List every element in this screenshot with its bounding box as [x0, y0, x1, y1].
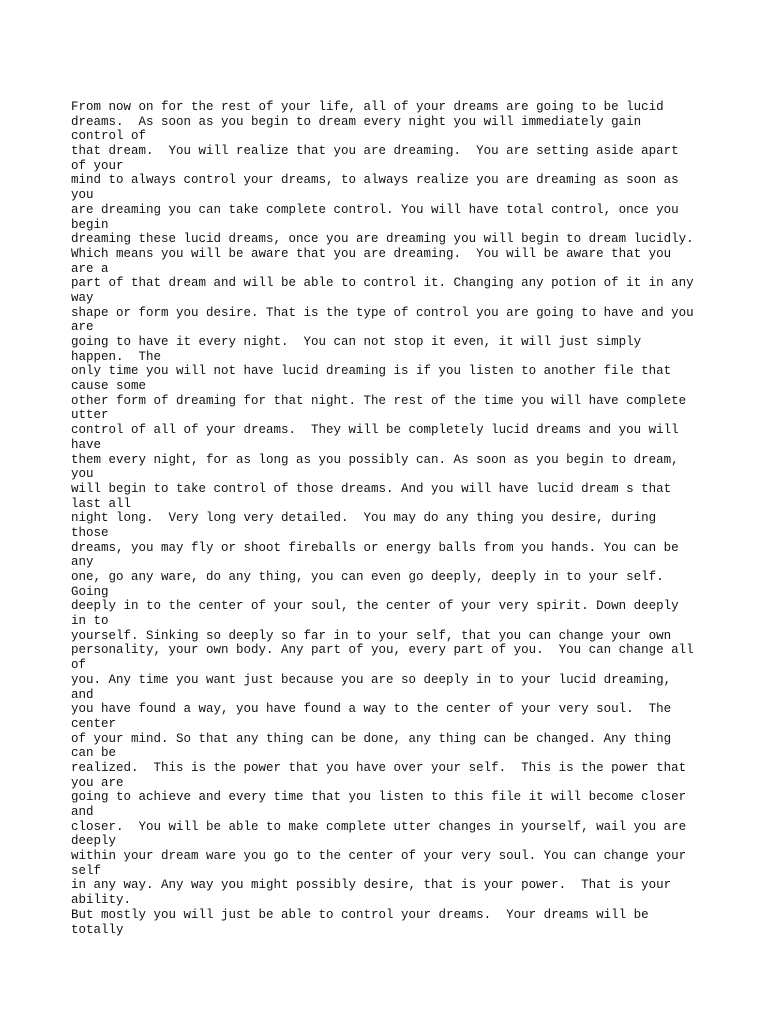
text-line: of your [71, 158, 124, 173]
text-line: night long. Very long very detailed. You may do any thing you desire, during [71, 511, 657, 526]
text-line: control of [71, 129, 147, 144]
text-line: one, go any ware, do any thing, you can even go deeply, deeply in to your self. [71, 570, 664, 584]
text-line: self [71, 863, 102, 878]
text-line: have [71, 437, 102, 452]
text-line: control of all of your dreams. They will be completely lucid dreams and you will [71, 423, 679, 438]
text-line: deeply in to the center of your soul, the center of your very spirit. Down deeply [71, 599, 679, 614]
text-line: will begin to take control of those dreams. And you will have lucid dream s that [71, 481, 672, 496]
text-line: are [71, 320, 94, 335]
text-line: deeply [71, 834, 117, 849]
text-line: and [71, 805, 94, 819]
text-line: that dream. You will realize that you are dreaming. You are setting aside apart [71, 144, 679, 159]
text-line: those [71, 525, 109, 540]
text-line: are a [71, 261, 109, 276]
text-line: last all [71, 496, 132, 511]
text-line: in to [71, 614, 109, 629]
document-body-text [71, 100, 751, 937]
text-line: realized. This is the power that you have over your self. This is the power that [71, 760, 687, 775]
text-line: personality, your own body. Any part of you, every part of you. You can change all [71, 643, 694, 658]
text-line: within your dream ware you go to the center of your very soul. You can change your [71, 849, 687, 864]
text-line: them every night, for as long as you possibly can. As soon as you begin to dream, [71, 452, 679, 467]
text-line: cause some [71, 379, 147, 394]
text-line: Which means you will be aware that you are dreaming. You will be aware that you [71, 246, 672, 261]
text-line: From now on for the rest of your life, all of your dreams are going to be lucid [71, 100, 664, 114]
text-line: dreams. As soon as you begin to dream every night you will immediately gain [71, 114, 642, 129]
text-line: you are [71, 775, 124, 790]
text-line: of [71, 658, 87, 673]
text-line: and [71, 687, 94, 702]
text-line: yourself. Sinking so deeply so far in to your self, that you can change your own [71, 628, 672, 643]
text-line: you [71, 467, 94, 482]
text-line: you [71, 188, 94, 203]
text-line: you. Any time you want just because you are so deeply in to your lucid dreaming, [71, 672, 672, 687]
text-line: But mostly you will just be able to control your dreams. Your dreams will be [71, 907, 649, 922]
text-line: totally [71, 922, 124, 937]
text-line: utter [71, 408, 109, 423]
text-line: dreams, you may fly or shoot fireballs or energy balls from you hands. You can be [71, 540, 679, 555]
text-line: in any way. Any way you might possibly desire, that is your power. That is your [71, 878, 672, 893]
text-line: Going [71, 584, 109, 599]
text-line: part of that dream and will be able to control it. Changing any potion of it in any [71, 276, 694, 291]
text-line: are dreaming you can take complete control. You will have total control, once you [71, 202, 679, 217]
text-line: ability. [71, 893, 132, 908]
text-line: shape or form you desire. That is the type of control you are going to have and you [71, 305, 694, 320]
text-line: begin [71, 217, 109, 232]
text-line: of your mind. So that any thing can be done, any thing can be changed. Any thing [71, 731, 672, 746]
text-line: only time you will not have lucid dreaming is if you listen to another file that [71, 364, 672, 379]
text-line: can be [71, 746, 117, 761]
text-line: center [71, 716, 117, 731]
text-line: other form of dreaming for that night. The rest of the time you will have complete [71, 393, 687, 408]
text-line: mind to always control your dreams, to always realize you are dreaming as soon as [71, 173, 679, 188]
text-line: going to achieve and every time that you listen to this file it will become closer [71, 790, 687, 805]
text-line: any [71, 555, 94, 570]
text-line: you have found a way, you have found a way to the center of your very soul. The [71, 702, 672, 717]
text-line: dreaming these lucid dreams, once you are dreaming you will begin to dream lucidly. [71, 232, 694, 247]
text-line: going to have it every night. You can not stop it even, it will just simply [71, 335, 642, 349]
text-line: closer. You will be able to make complete utter changes in yourself, wail you are [71, 819, 687, 834]
text-line: happen. The [71, 349, 162, 364]
text-line: way [71, 290, 94, 305]
